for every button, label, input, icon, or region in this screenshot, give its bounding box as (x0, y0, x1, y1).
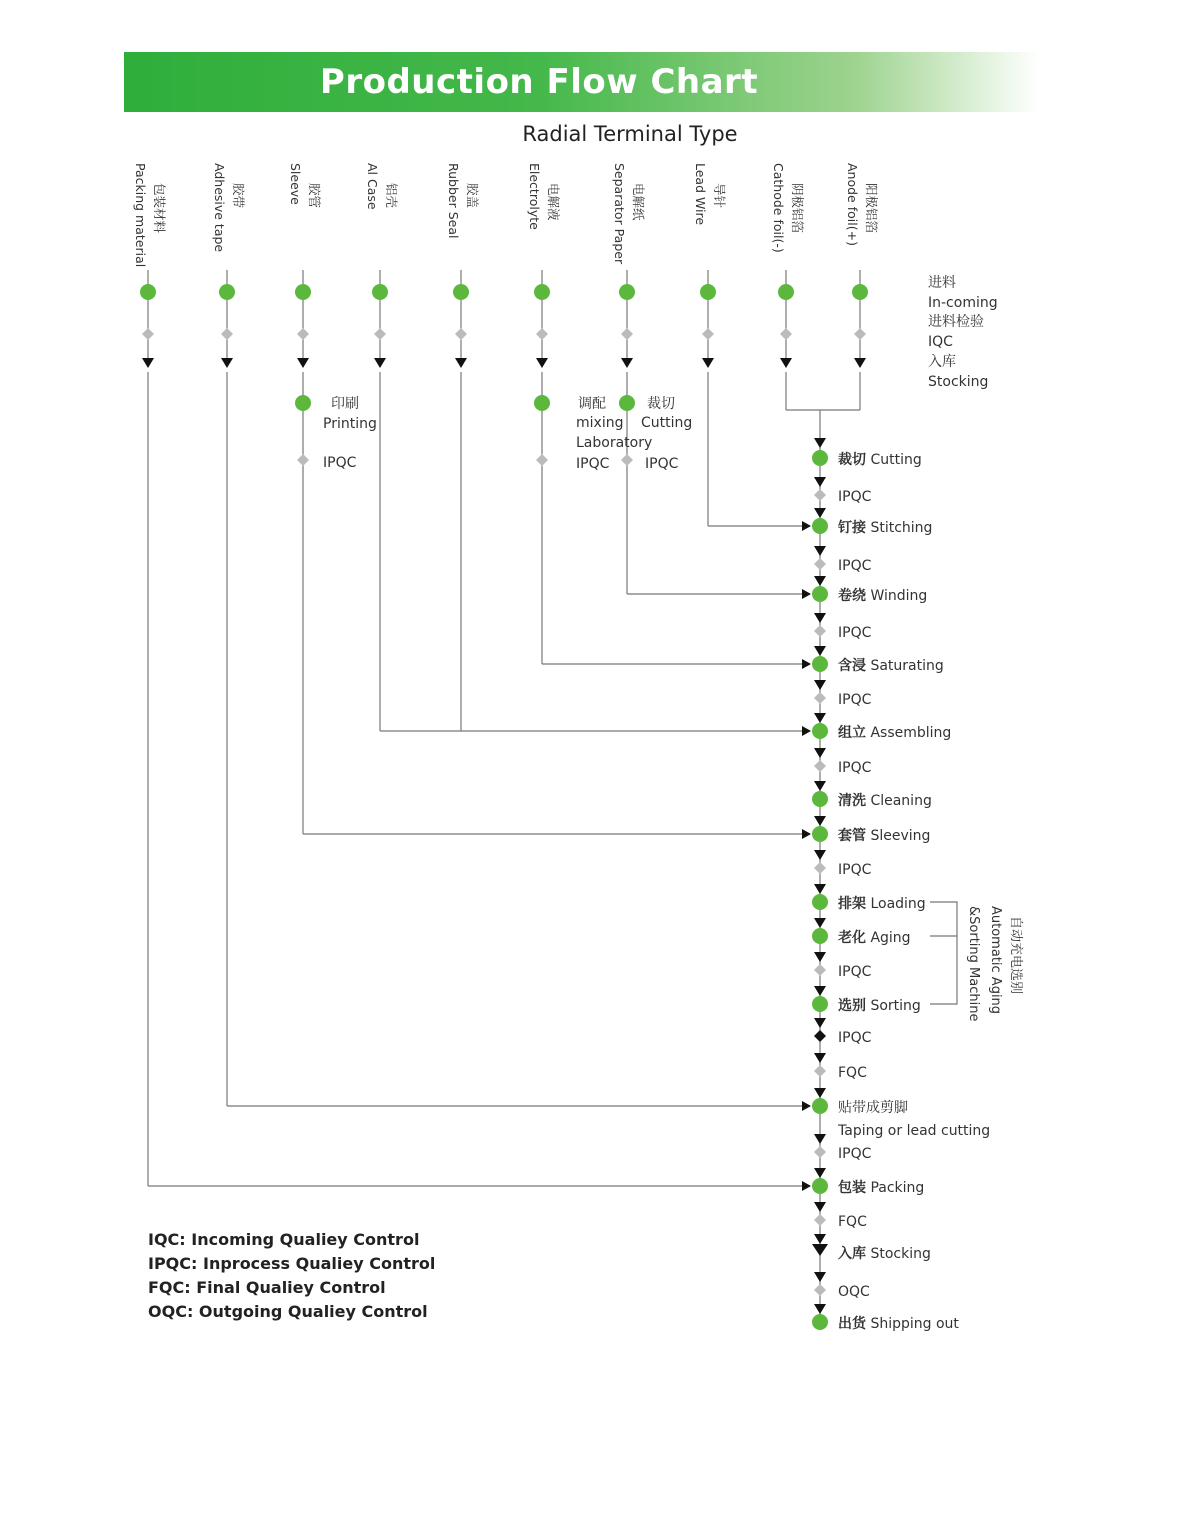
machine-label-en1: Automatic Aging (988, 906, 1003, 1015)
branch-arrow (802, 659, 811, 669)
step-label: IPQC (838, 1030, 872, 1046)
step-label: IPQC (838, 558, 872, 574)
material-incoming-node (219, 284, 235, 300)
material-label-en: Al Case (365, 163, 380, 210)
mixing-ipqc-label: IPQC (576, 456, 610, 472)
material-incoming-node (852, 284, 868, 300)
material-label-en: Cathode foil(-) (771, 163, 786, 253)
inspection-node (814, 1065, 826, 1077)
main-arrow (814, 884, 826, 894)
step-label: 套管 Sleeving (838, 828, 931, 844)
mixing-label-zh: 调配 (578, 396, 606, 412)
main-arrow (814, 850, 826, 860)
main-arrow (814, 918, 826, 928)
incoming-label-zh: 进料 (928, 275, 956, 291)
material-iqc-node (455, 328, 467, 340)
process-node (812, 450, 828, 466)
inspection-node (814, 558, 826, 570)
process-node (812, 1178, 828, 1194)
step-label: IPQC (838, 760, 872, 776)
material-iqc-node (702, 328, 714, 340)
step-label: 组立 Assembling (838, 725, 952, 741)
main-arrow (814, 952, 826, 962)
printing-ipqc-label: IPQC (323, 455, 357, 471)
material-label-zh: 胶管 (307, 183, 322, 209)
main-arrow (814, 1272, 826, 1282)
process-node (812, 996, 828, 1012)
material-incoming-node (534, 284, 550, 300)
material-stock-arrow (621, 358, 633, 368)
stocking-arrow (812, 1244, 828, 1256)
cutting-label-en: Cutting (641, 415, 693, 431)
cutting-ipqc-label: IPQC (645, 456, 679, 472)
step-label: 老化 Aging (838, 930, 911, 946)
legend-item-iqc: IQC: Incoming Qualiey Control (148, 1230, 420, 1249)
material-incoming-node (778, 284, 794, 300)
legend (148, 1228, 435, 1324)
process-node (812, 586, 828, 602)
page-title: Production Flow Chart (319, 62, 759, 102)
legend-item-oqc: OQC: Outgoing Qualiey Control (148, 1302, 428, 1321)
step-label: IPQC (838, 1146, 872, 1162)
iqc-label-en: IQC (928, 334, 953, 350)
material-label-zh: 胶盖 (465, 183, 480, 209)
inspection-node (814, 1284, 826, 1296)
inspection-node (814, 489, 826, 501)
incoming-label-en: In-coming (928, 295, 998, 311)
material-iqc-node (297, 328, 309, 340)
material-incoming-node (700, 284, 716, 300)
main-arrow (814, 1202, 826, 1212)
stocking-label-en: Stocking (928, 374, 989, 390)
branch-arrow (802, 1181, 811, 1191)
material-iqc-node (374, 328, 386, 340)
material-stock-arrow (221, 358, 233, 368)
machine-label-zh: 自动充电选别 (1008, 916, 1023, 995)
legend-item-fqc: FQC: Final Qualiey Control (148, 1278, 386, 1297)
material-label-zh: 阳极铝箔 (864, 183, 879, 234)
main-arrow (814, 576, 826, 586)
material-stock-arrow (142, 358, 154, 368)
step-label: 卷绕 Winding (838, 588, 928, 604)
step-label: 出货 Shipping out (838, 1316, 959, 1332)
process-node (812, 656, 828, 672)
material-stock-arrow (374, 358, 386, 368)
cutting-node (619, 395, 635, 411)
material-stock-arrow (702, 358, 714, 368)
material-label-zh: 阴极铝箔 (790, 183, 805, 234)
material-iqc-node (854, 328, 866, 340)
process-node (812, 791, 828, 807)
main-arrow (814, 613, 826, 623)
step-label: IPQC (838, 625, 872, 641)
material-label-en: Electrolyte (527, 163, 542, 230)
main-arrow (814, 1018, 826, 1028)
step-label: FQC (838, 1065, 867, 1081)
process-node (812, 894, 828, 910)
step-label: 清洗 Cleaning (838, 793, 932, 809)
main-arrow (814, 713, 826, 723)
step-label: 裁切 Cutting (838, 452, 922, 468)
material-label-en: Adhesive tape (212, 163, 227, 253)
main-arrow (814, 748, 826, 758)
inspection-node (814, 1214, 826, 1226)
inspection-node (814, 964, 826, 976)
process-node (812, 826, 828, 842)
material-label-en: Sleeve (288, 163, 303, 205)
main-arrow (814, 1053, 826, 1063)
material-label-en: Lead Wire (693, 163, 708, 226)
cutting-label-zh: 裁切 (647, 396, 675, 412)
inspection-node (814, 692, 826, 704)
stocking-label-zh: 入库 (928, 354, 956, 370)
main-arrow (814, 816, 826, 826)
branch-arrow (802, 589, 811, 599)
material-iqc-node (142, 328, 154, 340)
material-label-zh: 铝壳 (384, 183, 399, 209)
material-incoming-node (372, 284, 388, 300)
main-arrow (814, 646, 826, 656)
material-label-en: Anode foil(+) (845, 163, 860, 246)
material-incoming-node (295, 284, 311, 300)
step-label: 选别 Sorting (838, 998, 921, 1014)
material-iqc-node (780, 328, 792, 340)
step-label: 钉接 Stitching (838, 520, 933, 536)
inspection-node (814, 760, 826, 772)
inspection-node (814, 625, 826, 637)
process-node (812, 723, 828, 739)
material-stock-arrow (455, 358, 467, 368)
main-arrow (814, 508, 826, 518)
step-label: 排架 Loading (838, 896, 926, 912)
main-arrow (814, 986, 826, 996)
process-node (812, 1098, 828, 1114)
machine-bracket (930, 902, 957, 1004)
material-label-zh: 包装材料 (152, 183, 167, 234)
step-label: IPQC (838, 489, 872, 505)
machine-label-en2: &Sorting Machine (966, 906, 981, 1022)
material-label-en: Rubber Seal (446, 163, 461, 239)
material-label-zh: 导针 (712, 183, 727, 209)
branch-arrow (802, 1101, 811, 1111)
step-label: 包装 Packing (838, 1180, 925, 1196)
material-iqc-node (221, 328, 233, 340)
printing-node (295, 395, 311, 411)
cutting-ipqc-node (621, 454, 633, 466)
printing-ipqc-node (297, 454, 309, 466)
main-arrow (814, 1304, 826, 1314)
material-label-zh: 胶带 (231, 183, 246, 209)
mixing-ipqc-node (536, 454, 548, 466)
step-label-en: Taping or lead cutting (838, 1123, 991, 1139)
step-label: IPQC (838, 692, 872, 708)
step-label: OQC (838, 1284, 870, 1300)
material-stock-arrow (297, 358, 309, 368)
main-arrow (814, 1088, 826, 1098)
step-label: 贴带成剪脚 (838, 1100, 908, 1116)
step-label: 含浸 Saturating (838, 658, 944, 674)
inspection-node (814, 1030, 826, 1042)
material-stock-arrow (536, 358, 548, 368)
main-arrow (814, 680, 826, 690)
main-arrow (814, 1134, 826, 1144)
page-subtitle: Radial Terminal Type (522, 122, 738, 146)
legend-item-ipqc: IPQC: Inprocess Qualiey Control (148, 1254, 436, 1273)
main-arrow (814, 781, 826, 791)
iqc-label-zh: 进料检验 (928, 314, 984, 330)
step-label: 入库 Stocking (838, 1246, 931, 1262)
inspection-node (814, 1146, 826, 1158)
material-incoming-node (619, 284, 635, 300)
main-arrow (814, 438, 826, 448)
material-stock-arrow (780, 358, 792, 368)
material-iqc-node (536, 328, 548, 340)
printing-label-en: Printing (323, 416, 377, 432)
mixing-label-en: mixing (576, 415, 624, 431)
step-label: IPQC (838, 964, 872, 980)
material-incoming-node (140, 284, 156, 300)
process-node (812, 928, 828, 944)
branch-arrow (802, 829, 811, 839)
material-label-zh: 电解液 (546, 183, 561, 221)
material-incoming-node (453, 284, 469, 300)
material-label-zh: 电解纸 (631, 183, 646, 221)
branch-arrow (802, 726, 811, 736)
main-arrow (814, 477, 826, 487)
mixing-node (534, 395, 550, 411)
inspection-node (814, 862, 826, 874)
material-label-en: Packing material (133, 163, 148, 268)
process-node (812, 518, 828, 534)
main-arrow (814, 1234, 826, 1244)
material-iqc-node (621, 328, 633, 340)
material-stock-arrow (854, 358, 866, 368)
process-node (812, 1314, 828, 1330)
main-arrow (814, 1168, 826, 1178)
material-label-en: Separator Paper (612, 163, 627, 265)
main-arrow (814, 546, 826, 556)
step-label: IPQC (838, 862, 872, 878)
step-label: FQC (838, 1214, 867, 1230)
laboratory-label: Laboratory (576, 435, 653, 451)
printing-label-zh: 印刷 (331, 396, 359, 412)
branch-arrow (802, 521, 811, 531)
